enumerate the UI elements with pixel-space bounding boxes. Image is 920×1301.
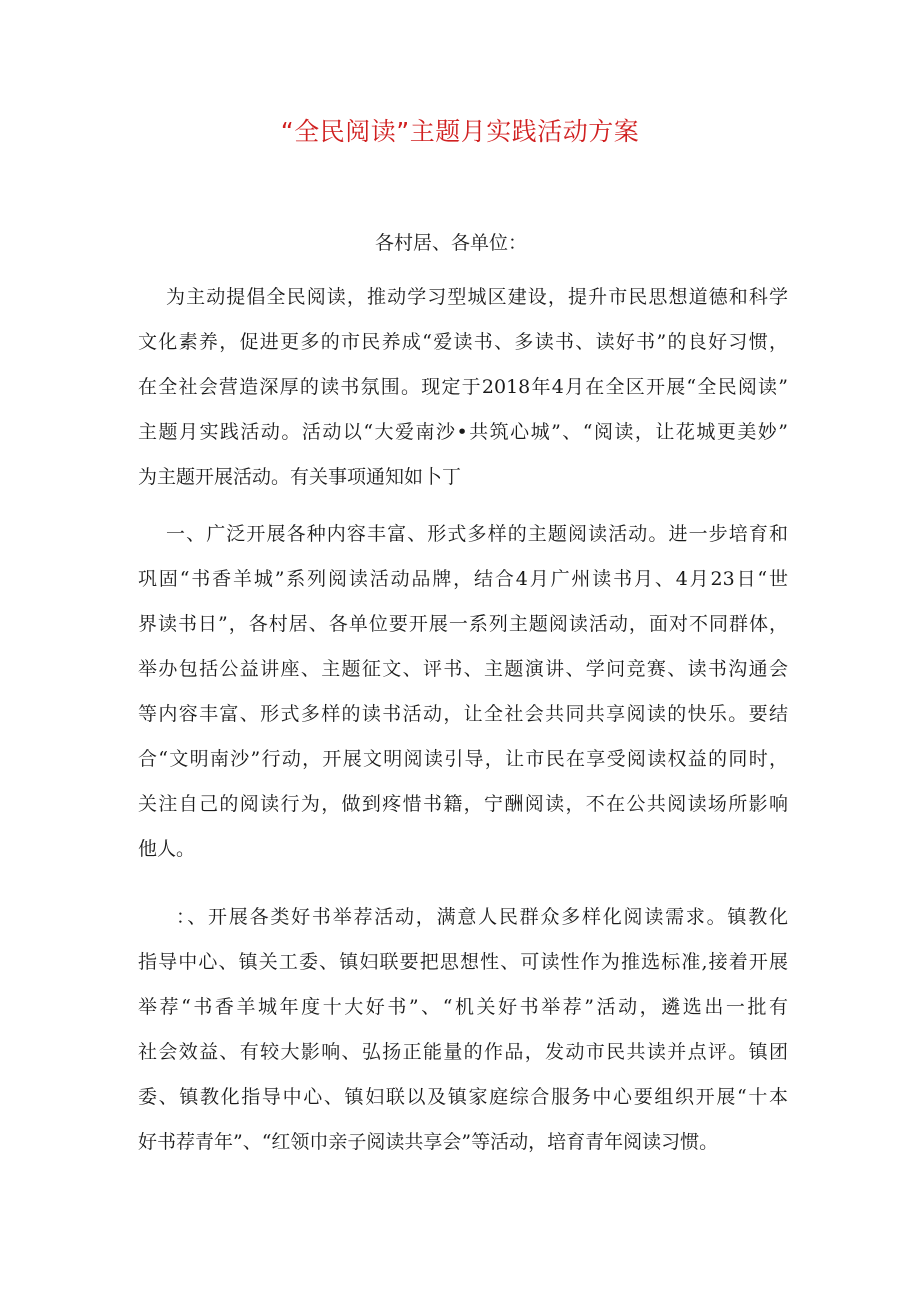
- paragraph-line: 委、镇教化指导中心、镇妇联以及镇家庭综合服务中心要组织开展“十本: [138, 1086, 788, 1108]
- paragraph-line: 为主动提倡全民阅读，推动学习型城区建设，提升市民思想道德和科学: [166, 286, 788, 308]
- paragraph-line: 指导中心、镇关工委、镇妇联要把思想性、可读性作为推选标准,接着开展: [138, 951, 788, 973]
- document-title: “全民阅读”主题月实践活动方案: [280, 117, 640, 146]
- paragraph-line: 举荐“书香羊城年度十大好书”、“机关好书举荐”活动，遴选出一批有: [138, 996, 788, 1018]
- paragraph-line: 巩固“书香羊城”系列阅读活动品牌，结合4月广州读书月、4月23日“世: [138, 568, 788, 590]
- paragraph-line: ：、开展各类好书举荐活动，满意人民群众多样化阅读需求。镇教化: [176, 906, 788, 928]
- paragraph-line: 好书荐青年”、“红领巾亲子阅读共享会”等活动，培育青年阅读习惯。: [138, 1131, 719, 1153]
- paragraph-line: 等内容丰富、形式多样的读书活动，让全社会共同共享阅读的快乐。要结: [138, 703, 788, 725]
- paragraph-line: 一、广泛开展各种内容丰富、形式多样的主题阅读活动。进一步培育和: [166, 523, 788, 545]
- paragraph-line: 文化素养，促进更多的市民养成“爱读书、多读书、读好书”的良好习惯，: [138, 331, 788, 353]
- paragraph-line: 关注自己的阅读行为，做到疼惜书籍，宁酬阅读，不在公共阅读场所影响: [138, 793, 788, 815]
- paragraph-line: 主题月实践活动。活动以“大爱南沙•共筑心城”、“阅读，让花城更美妙”: [138, 421, 788, 443]
- paragraph-line: 界读书日”，各村居、各单位要开展一系列主题阅读活动，面对不同群体，: [138, 613, 788, 635]
- paragraph-section-2: [138, 895, 788, 1165]
- paragraph-section-1: [138, 512, 788, 872]
- paragraph-line: 他人。: [138, 838, 196, 860]
- salutation: 各村居、各单位：: [375, 232, 528, 254]
- paragraph-line: 合“文明南沙”行动，开展文明阅读引导，让市民在享受阅读权益的同时，: [138, 748, 788, 770]
- paragraph-line: 在全社会营造深厚的读书氛围。现定于2018年4月在全区开展“全民阅读”: [138, 376, 788, 398]
- paragraph-line: 社会效益、有较大影响、弘扬正能量的作品，发动市民共读并点评。镇团: [138, 1041, 788, 1063]
- paragraph-line: 举办包括公益讲座、主题征文、评书、主题演讲、学问竞赛、读书沟通会: [138, 658, 788, 680]
- paragraph-intro: [138, 275, 788, 500]
- paragraph-line: 为主题开展活动。有关事项通知如卜丁: [138, 466, 462, 488]
